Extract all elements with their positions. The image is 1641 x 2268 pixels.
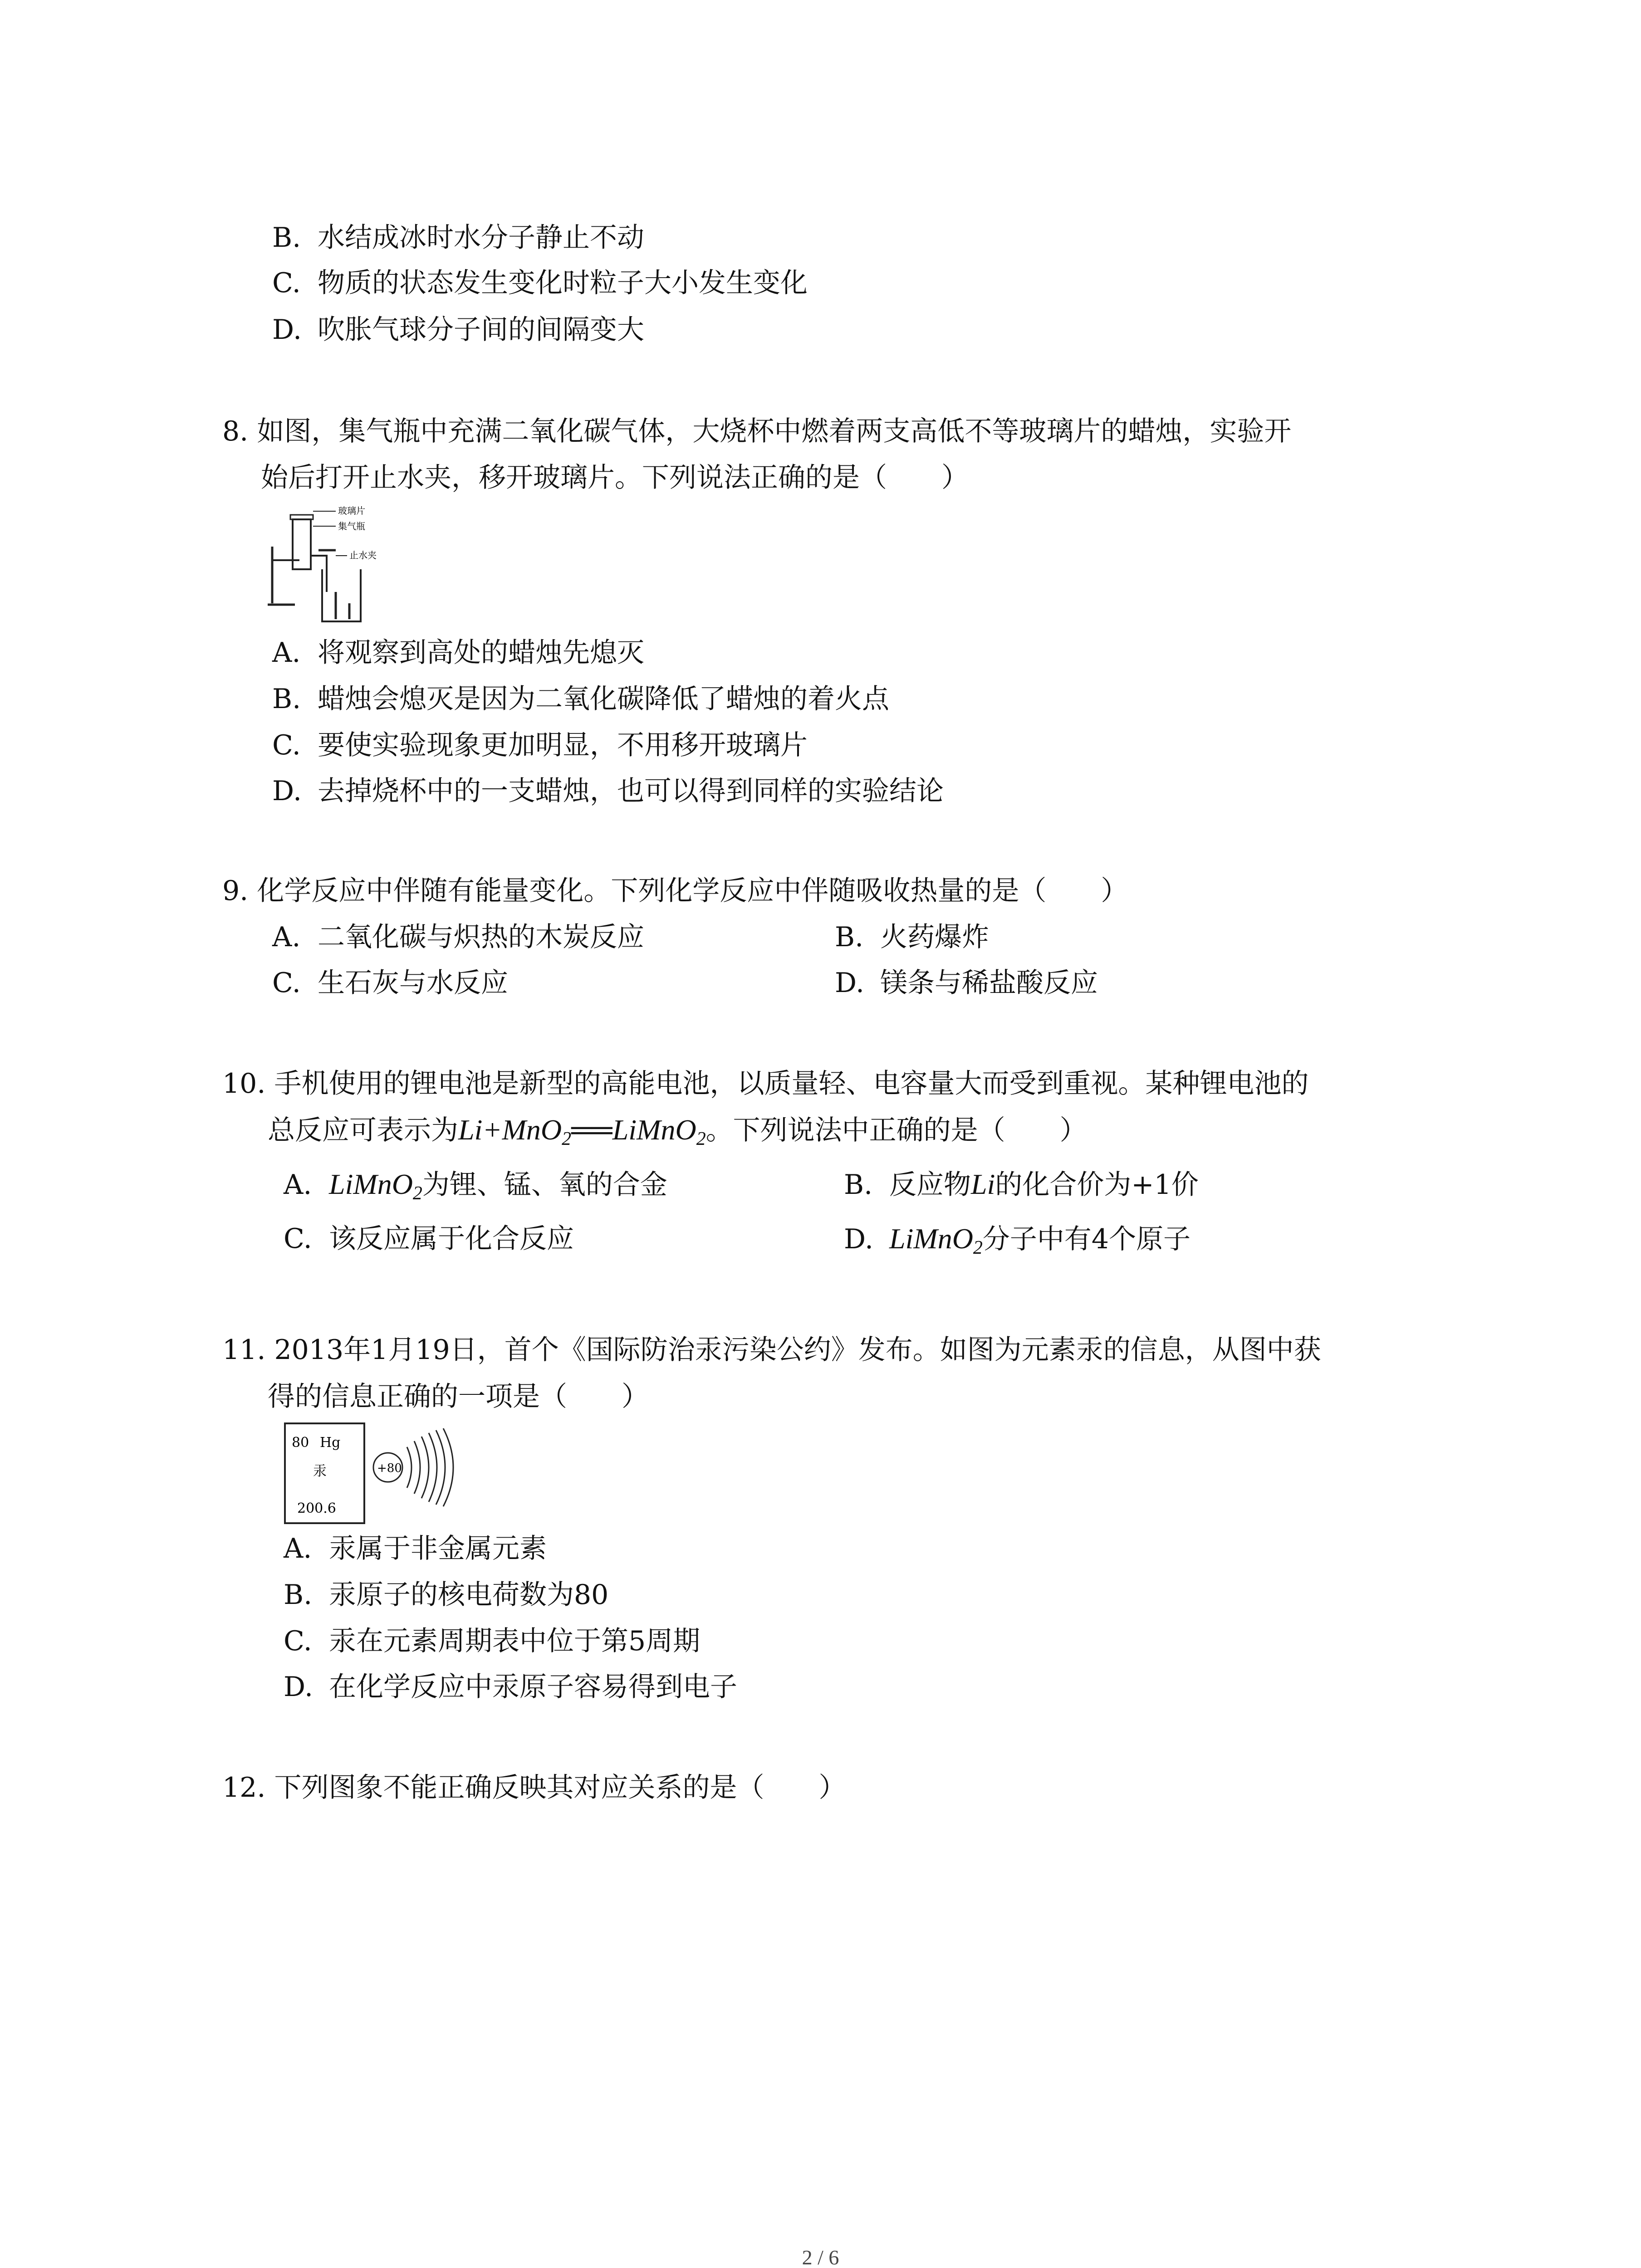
q9-option-b <box>835 919 989 955</box>
q11-option-b <box>284 1577 608 1613</box>
q7-option-b <box>272 220 644 255</box>
option-letter: C. <box>284 1625 312 1657</box>
option-text: 的化合价为+1价 <box>995 1169 1199 1201</box>
option-letter: A. <box>284 1169 312 1201</box>
co2-apparatus-figure <box>268 501 413 633</box>
q11-stem-line2: 得的信息正确的一项是（ ） <box>268 1381 649 1413</box>
option-letter: C. <box>284 1223 312 1255</box>
page-number: 2 / 6 <box>802 2246 839 2268</box>
subscript: 2 <box>696 1129 706 1149</box>
q8-stem-line1: 8. 如图，集气瓶中充满二氧化碳气体，大烧杯中燃着两支高低不等玻璃片的蜡烛，实验开 <box>222 415 1292 447</box>
equals-sign: ══ <box>571 1114 612 1146</box>
option-text: 物质的状态发生变化时粒子大小发生变化 <box>318 267 808 299</box>
label-gas-bottle: 集气瓶 <box>338 521 365 532</box>
option-text: 要使实验现象更加明显，不用移开玻璃片 <box>318 729 808 761</box>
option-letter: D. <box>835 967 865 999</box>
option-letter: B. <box>844 1169 873 1201</box>
q11-stem-line1: 11. 2013年1月19日，首个《国际防治汞污染公约》发布。如图为元素汞的信息，从图中获 <box>222 1334 1321 1366</box>
option-letter: B. <box>284 1579 313 1611</box>
formula-text: LiMnO <box>889 1222 973 1255</box>
formula-text: Li <box>971 1168 995 1200</box>
label-water-clamp: 止水夹 <box>349 550 377 561</box>
q8-option-a <box>272 635 644 670</box>
mercury-element-figure <box>284 1422 465 1526</box>
option-letter: C. <box>272 267 301 299</box>
q10-option-c <box>284 1221 574 1256</box>
q7-option-c <box>272 265 808 301</box>
q11-option-c <box>284 1623 700 1659</box>
q8-option-d <box>272 773 944 809</box>
option-text: 在化学反应中汞原子容易得到电子 <box>329 1671 737 1703</box>
option-letter: D. <box>272 775 302 807</box>
reaction-formula <box>458 1114 706 1149</box>
option-letter: A. <box>272 921 301 953</box>
q8-option-b <box>272 681 889 717</box>
atomic-number: 80 <box>292 1435 309 1451</box>
q9-stem: 9. 化学反应中伴随有能量变化。下列化学反应中伴随吸收热量的是（ ） <box>222 875 1128 907</box>
q8-stem-line2: 始后打开止水夹，移开玻璃片。下列说法正确的是（ ） <box>261 462 969 494</box>
q7-option-d <box>272 312 644 347</box>
subscript: 2 <box>412 1183 422 1204</box>
option-letter: A. <box>284 1533 312 1564</box>
option-letter: D. <box>272 314 302 346</box>
q9-option-c <box>272 965 508 1001</box>
subscript: 2 <box>562 1129 572 1149</box>
formula-text: LiMnO <box>329 1168 413 1200</box>
option-text: 汞原子的核电荷数为80 <box>329 1579 609 1611</box>
element-symbol: Hg <box>320 1435 341 1451</box>
option-letter: B. <box>272 222 301 254</box>
text: 总反应可表示为 <box>268 1114 458 1146</box>
subscript: 2 <box>973 1237 983 1258</box>
formula-reactants: Li+MnO <box>458 1114 562 1146</box>
q9-option-a <box>272 919 644 955</box>
option-letter: D. <box>284 1671 314 1703</box>
option-letter: D. <box>844 1223 874 1255</box>
q10-option-d <box>844 1221 1190 1266</box>
q11-option-d <box>284 1669 737 1705</box>
label-glass-plate: 玻璃片 <box>338 505 365 516</box>
option-letter: B. <box>835 921 864 953</box>
option-text: 为锂、锰、氧的合金 <box>422 1169 667 1201</box>
q11-option-a <box>284 1531 547 1566</box>
q12-stem: 12. 下列图象不能正确反映其对应关系的是（ ） <box>222 1772 846 1804</box>
q8-option-c <box>272 728 808 763</box>
option-text: 去掉烧杯中的一支蜡烛，也可以得到同样的实验结论 <box>318 775 944 807</box>
option-letter: C. <box>272 729 301 761</box>
option-text: 蜡烛会熄灭是因为二氧化碳降低了蜡烛的着火点 <box>318 683 889 715</box>
q10-stem-line1: 10. 手机使用的锂电池是新型的高能电池，以质量轻、电容量大而受到重视。某种锂电池的 <box>222 1068 1309 1100</box>
formula-product: LiMnO <box>612 1114 696 1146</box>
option-text: 火药爆炸 <box>880 921 989 953</box>
option-text: 该反应属于化合反应 <box>329 1223 574 1255</box>
q10-option-b <box>844 1167 1199 1202</box>
option-text: 吹胀气球分子间的间隔变大 <box>318 314 644 346</box>
option-letter: B. <box>272 683 301 715</box>
option-text: 二氧化碳与炽热的木炭反应 <box>318 921 644 953</box>
option-text: 生石灰与水反应 <box>318 967 508 999</box>
option-letter: C. <box>272 967 301 999</box>
q9-option-d <box>835 965 1098 1001</box>
atomic-mass: 200.6 <box>297 1501 336 1516</box>
text: 。下列说法中正确的是（ ） <box>705 1114 1087 1146</box>
option-text: 镁条与稀盐酸反应 <box>880 967 1098 999</box>
option-text: 反应物 <box>889 1169 971 1201</box>
formula <box>889 1222 983 1258</box>
option-text: 汞在元素周期表中位于第5周期 <box>329 1625 700 1657</box>
option-text: 水结成冰时水分子静止不动 <box>318 222 644 254</box>
q10-stem-line2 <box>268 1112 1087 1157</box>
option-letter: A. <box>272 637 301 669</box>
element-name: 汞 <box>313 1463 327 1479</box>
option-text: 汞属于非金属元素 <box>329 1533 547 1564</box>
nucleus-charge: +80 <box>377 1461 402 1475</box>
q10-option-a <box>284 1167 667 1211</box>
formula <box>329 1168 422 1204</box>
option-text: 分子中有4个原子 <box>982 1223 1191 1255</box>
option-text: 将观察到高处的蜡烛先熄灭 <box>318 637 644 669</box>
